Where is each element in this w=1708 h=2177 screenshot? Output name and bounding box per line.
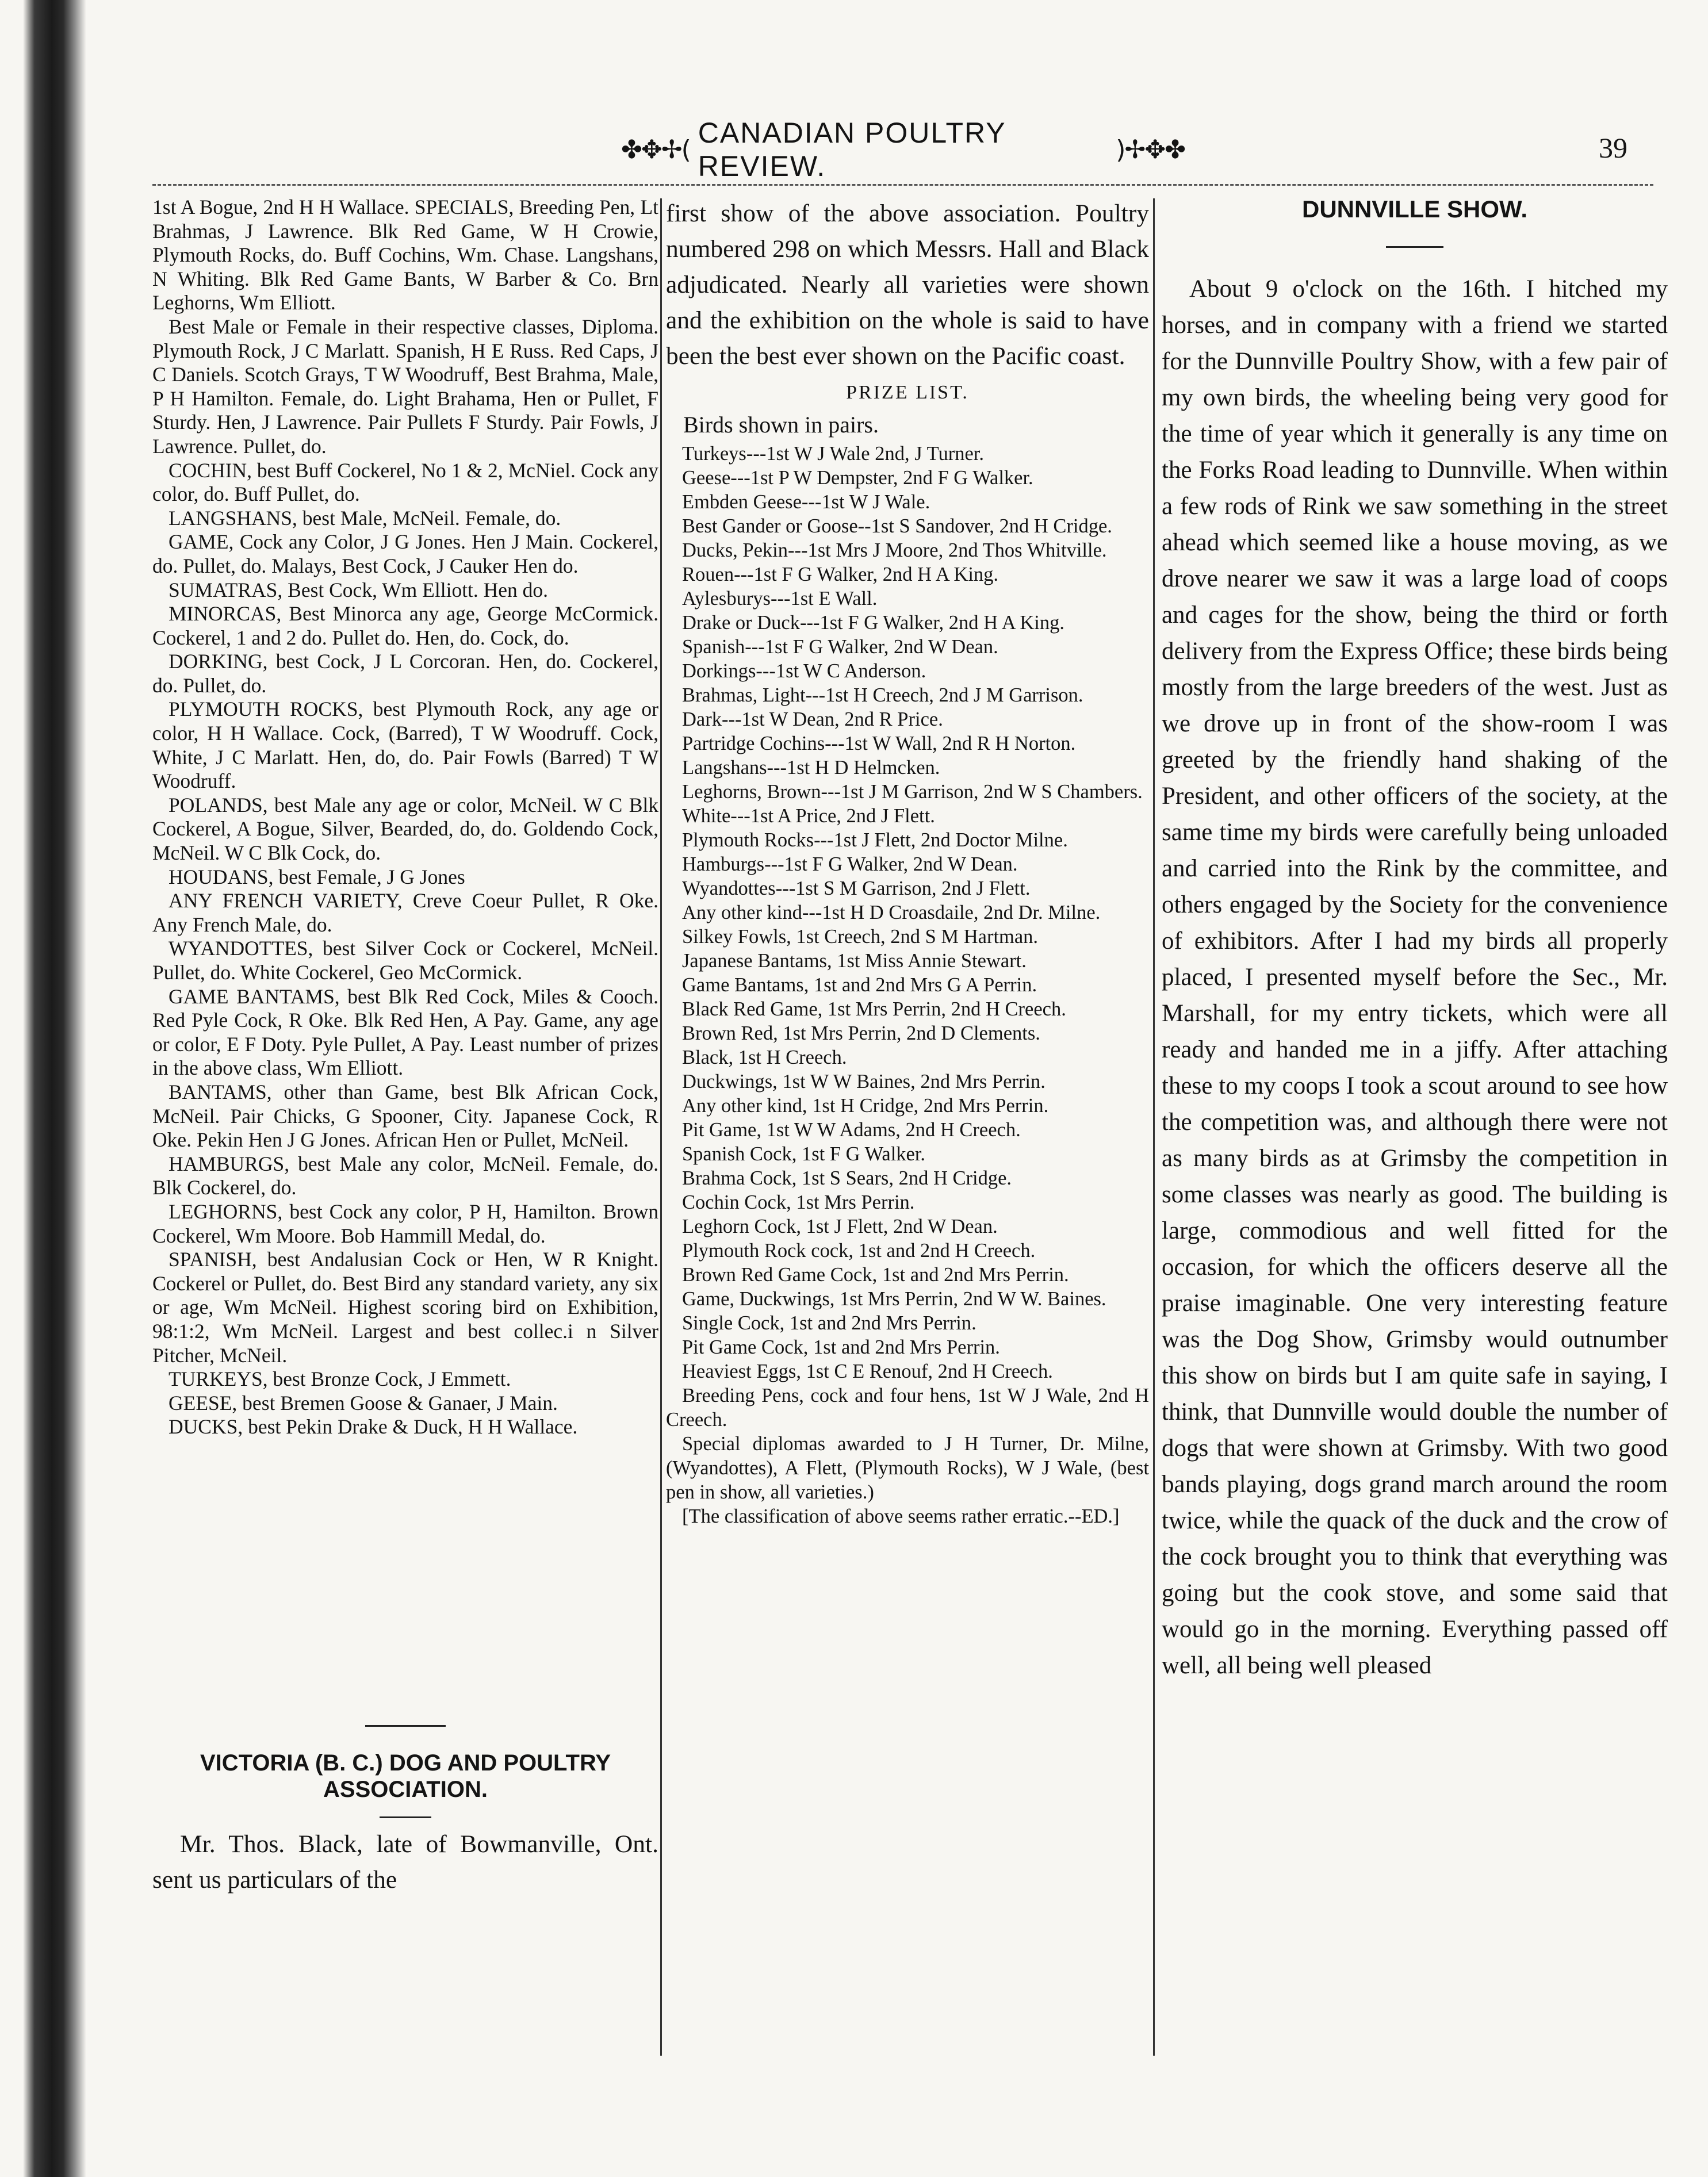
prize-entry: Game Bantams, 1st and 2nd Mrs G A Perrin. — [682, 974, 1037, 996]
prize-list-heading: PRIZE LIST. — [846, 382, 969, 403]
prize-entry: Japanese Bantams, 1st Miss Annie Stewart. — [682, 950, 1027, 972]
prize-entry: Embden Geese---1st W J Wale. — [682, 491, 930, 513]
magazine-title: CANADIAN POULTRY REVIEW. — [698, 117, 1006, 182]
prize-entry: Single Cock, 1st and 2nd Mrs Perrin. — [682, 1312, 976, 1334]
prize-entry: Plymouth Rock cock, 1st and 2nd H Creech. — [682, 1240, 1036, 1262]
prize-entry: Brahma Cock, 1st S Sears, 2nd H Cridge. — [682, 1167, 1012, 1189]
prize-entry: Any other kind, 1st H Cridge, 2nd Mrs Perrin. — [682, 1095, 1049, 1117]
column-divider-right — [1153, 198, 1155, 2056]
prize-entry: Dorkings---1st W C Anderson. — [682, 660, 926, 682]
book-spine-shadow — [0, 0, 86, 2177]
prize-entry: Wyandottes---1st S M Garrison, 2nd J Flett. — [682, 877, 1031, 899]
prize-awards-list — [152, 196, 658, 1668]
award-paragraph: DUCKS, best Pekin Drake & Duck, H H Wallace. — [168, 1415, 578, 1439]
prize-entry: Spanish---1st F G Walker, 2nd W Dean. — [682, 636, 998, 658]
title-underline — [1386, 246, 1443, 248]
award-paragraph: ANY FRENCH VARIETY, Creve Coeur Pullet, R Oke. Any French Male, do. — [152, 889, 658, 936]
award-paragraph: SUMATRAS, Best Cock, Wm Elliott. Hen do. — [168, 578, 549, 601]
prize-entry: Ducks, Pekin---1st Mrs J Moore, 2nd Thos Whitville. — [682, 539, 1107, 561]
prize-entry: Black Red Game, 1st Mrs Perrin, 2nd H Creech. — [682, 998, 1066, 1020]
prize-entry: Hamburgs---1st F G Walker, 2nd W Dean. — [682, 853, 1018, 875]
award-paragraph: COCHIN, best Buff Cockerel, No 1 & 2, McNiel. Cock any color, do. Buff Pullet, do. — [152, 458, 658, 506]
award-paragraph: HAMBURGS, best Male any color, McNeil. Female, do. Blk Cockerel, do. — [152, 1152, 658, 1199]
prize-entry: Special diplomas awarded to J H Turner, Dr. Milne, (Wyandottes), A Flett, (Plymouth Rocks), W J Wale, (best pen in show, all varieties.) — [666, 1433, 1149, 1503]
award-paragraph: LEGHORNS, best Cock any color, P H, Hamilton. Brown Cockerel, Wm Moore. Bob Hammill Medal, do. — [152, 1199, 658, 1247]
award-paragraph: BANTAMS, other than Game, best Blk African Cock, McNeil. Pair Chicks, G Spooner, City. Japanese Cock, R Oke. Pekin Hen J G Jones. African Hen or Pullet, McNeil. — [152, 1080, 658, 1152]
prize-entry: White---1st A Price, 2nd J Flett. — [682, 805, 935, 827]
award-paragraph: POLANDS, best Male any age or color, McNeil. W C Blk Cockerel, A Bogue, Silver, Bearded, do, do. Goldendo Cock, McNeil. W C Blk Cock, do. — [152, 793, 658, 865]
title-underline — [380, 1816, 431, 1818]
prize-entry: Cochin Cock, 1st Mrs Perrin. — [682, 1191, 915, 1213]
award-paragraph: WYANDOTTES, best Silver Cock or Cockerel, McNeil. Pullet, do. White Cockerel, Geo McCormick. — [152, 937, 658, 984]
prize-entry: Langshans---1st H D Helmcken. — [682, 757, 940, 779]
prize-entry: Aylesburys---1st E Wall. — [682, 588, 878, 610]
page-number: 39 — [1599, 132, 1627, 164]
prize-entry: Partridge Cochins---1st W Wall, 2nd R H Norton. — [682, 733, 1076, 754]
award-paragraph: GEESE, best Bremen Goose & Ganaer, J Main. — [168, 1391, 558, 1415]
prize-entry: Drake or Duck---1st F G Walker, 2nd H A King. — [682, 612, 1064, 634]
prize-entry: Dark---1st W Dean, 2nd R Price. — [682, 708, 943, 730]
prize-entry: Duckwings, 1st W W Baines, 2nd Mrs Perrin. — [682, 1071, 1046, 1093]
award-paragraph: SPANISH, best Andalusian Cock or Hen, W R Knight. Cockerel or Pullet, do. Best Bird any standard variety, any six or age, Wm McNeil. Highest scoring bird on Exhibition, 98:1:2, Wm McNeil. Largest and best collec.i n Silver Pitcher, McNeil. — [152, 1248, 658, 1367]
prize-list — [666, 442, 1149, 1528]
award-paragraph: HOUDANS, best Female, J G Jones — [168, 865, 465, 888]
prize-entry: Brown Red, 1st Mrs Perrin, 2nd D Clements. — [682, 1022, 1040, 1044]
dunnville-show-title: DUNNVILLE SHOW. — [1301, 196, 1527, 223]
award-paragraph: Best Male or Female in their respective classes, Diploma. Plymouth Rock, J C Marlatt. Spanish, H E Russ. Red Caps, J C Daniels. Scotch Grays, T W Woodruff, Best Brahma, Male, P H Hamilton. Female, do. Light Brahama, Hen or Pullet, F Sturdy. Hen, J Lawrence. Pair Pullets F Sturdy. Pair Fowls, J Lawrence. Pullet, do. — [152, 315, 658, 458]
award-paragraph: TURKEYS, best Bronze Cock, J Emmett. — [168, 1367, 511, 1391]
prize-entry: Geese---1st P W Dempster, 2nd F G Walker. — [682, 467, 1033, 489]
middle-column — [666, 196, 1149, 2053]
column-divider-left — [660, 198, 662, 2056]
birds-shown-note: Birds shown in pairs. — [683, 412, 879, 438]
prize-entry: Brahmas, Light---1st H Creech, 2nd J M Garrison. — [682, 684, 1083, 706]
victoria-show-intro: first show of the above association. Poultry numbered 298 on which Messrs. Hall and Black adjudicated. Nearly all varieties were shown and the exhibition on the whole is said to have been the best ever shown on the Pacific coast. — [666, 200, 1149, 370]
award-paragraph: PLYMOUTH ROCKS, best Plymouth Rock, any age or color, H H Wallace. Cock, (Barred), T W Woodruff. Cock, White, J C Marlatt. Hen, do, do. Pair Fowls (Barred) T W Woodruff. — [152, 697, 658, 793]
victoria-section-title: VICTORIA (B. C.) DOG AND POULTRY ASSOCIATION. — [200, 1750, 611, 1802]
prize-entry: Plymouth Rocks---1st J Flett, 2nd Doctor Milne. — [682, 829, 1068, 851]
prize-entry: Best Gander or Goose--1st S Sandover, 2nd H Cridge. — [682, 515, 1112, 537]
award-paragraph: 1st A Bogue, 2nd H H Wallace. SPECIALS, Breeding Pen, Lt Brahmas, J Lawrence. Blk Red Game, W H Crowie, Plymouth Rocks, do. Buff Cochins, Wm. Chase. Langshans, N Whiting. Blk Red Game Bants, W Barber & Co. Brn Leghorns, Wm Elliott. — [152, 196, 658, 315]
header-rule — [152, 184, 1653, 186]
prize-entry: Breeding Pens, cock and four hens, 1st W J Wale, 2nd H Creech. — [666, 1385, 1149, 1431]
right-column — [1162, 196, 1668, 2053]
editor-note: [The classification of above seems rather erratic.--ED.] — [682, 1505, 1120, 1527]
prize-entry: Spanish Cock, 1st F G Walker. — [682, 1143, 926, 1165]
dunnville-show-body: About 9 o'clock on the 16th. I hitched my horses, and in company with a friend we started for the Dunnville Poultry Show, with a few pair of my own birds, the wheeling being very good for the time of year which it generally is any time on the Forks Road leading to Dunnville. When within a few rods of Rink we saw something in the street ahead which seemed like a house moving, as we drove nearer we saw it was a large load of coops and cages for the show, being the third or forth delivery from the Express Office; these birds being mostly from the large breeders of the west. Just as we drove up in front of the show-room I was greeted by the friendly hand shaking of the President, and other officers of the society, at the same time my birds were carefully being unloaded and carried into the Rink by the committee, and others engaged by the Society for the convenience of exhibitors. After I had my birds all properly placed, I presented myself before the Sec., Mr. Marshall, for my entry tickets, which were all ready and handed me in a jiffy. After attaching these to my coops I took a scout around to see how the competition was, and although there were not as many birds as at Grimsby the competition in some classes was nearly as good. The building is large, commodious and well fitted for the occasion, for which the officers deserve all the praise imaginable. One very interesting feature was the Dog Show, Grimsby would outnumber this show on birds but I am quite safe in saying, I think, that Dunnville would double the number of dogs that were shown at Grimsby. With two good bands playing, dogs grand march around the room twice, while the quack of the duck and the crow of the cock brought you to think that everything was going but the cook stove, and some said that would go in the morning. Everything passed off well, all being well pleased — [1162, 275, 1668, 1679]
award-paragraph: DORKING, best Cock, J L Corcoran. Hen, do. Cockerel, do. Pullet, do. — [152, 650, 658, 697]
prize-entry: Black, 1st H Creech. — [682, 1047, 847, 1068]
prize-entry: Turkeys---1st W J Wale 2nd, J Turner. — [682, 443, 984, 465]
award-paragraph: GAME, Cock any Color, J G Jones. Hen J Main. Cockerel, do. Pullet, do. Malays, Best Cock, J Cauker Hen do. — [152, 530, 658, 577]
prize-entry: Heaviest Eggs, 1st C E Renouf, 2nd H Creech. — [682, 1360, 1053, 1382]
ornament-left: ✤✥✢( — [621, 135, 690, 164]
award-paragraph: GAME BANTAMS, best Blk Red Cock, Miles & Cooch. Red Pyle Cock, R Oke. Blk Red Hen, A Pay. Game, any age or color, E F Doty. Pyle Pullet, A Pay. Least number of prizes in the above class, Wm Elliott. — [152, 984, 658, 1080]
prize-entry: Any other kind---1st H D Croasdaile, 2nd Dr. Milne. — [682, 902, 1101, 923]
victoria-section-intro: Mr. Thos. Black, late of Bowmanville, Ont. sent us particulars of the — [152, 1830, 658, 1894]
prize-entry: Game, Duckwings, 1st Mrs Perrin, 2nd W W. Baines. — [682, 1288, 1106, 1310]
prize-entry: Brown Red Game Cock, 1st and 2nd Mrs Perrin. — [682, 1264, 1069, 1286]
prize-entry: Pit Game Cock, 1st and 2nd Mrs Perrin. — [682, 1336, 1000, 1358]
prize-entry: Leghorn Cock, 1st J Flett, 2nd W Dean. — [682, 1216, 998, 1237]
section-separator — [365, 1725, 446, 1727]
prize-entry: Silkey Fowls, 1st Creech, 2nd S M Hartman. — [682, 926, 1039, 948]
award-paragraph: LANGSHANS, best Male, McNeil. Female, do. — [168, 506, 561, 530]
left-column — [152, 196, 658, 2047]
prize-entry: Pit Game, 1st W W Adams, 2nd H Creech. — [682, 1119, 1021, 1141]
masthead — [621, 117, 1185, 182]
prize-entry: Leghorns, Brown---1st J M Garrison, 2nd W S Chambers. — [682, 781, 1143, 803]
prize-entry: Rouen---1st F G Walker, 2nd H A King. — [682, 564, 999, 585]
ornament-right: )✢✥✤ — [1116, 135, 1185, 164]
award-paragraph: MINORCAS, Best Minorca any age, George McCormick. Cockerel, 1 and 2 do. Pullet do. Hen, do. Cock, do. — [152, 602, 658, 649]
